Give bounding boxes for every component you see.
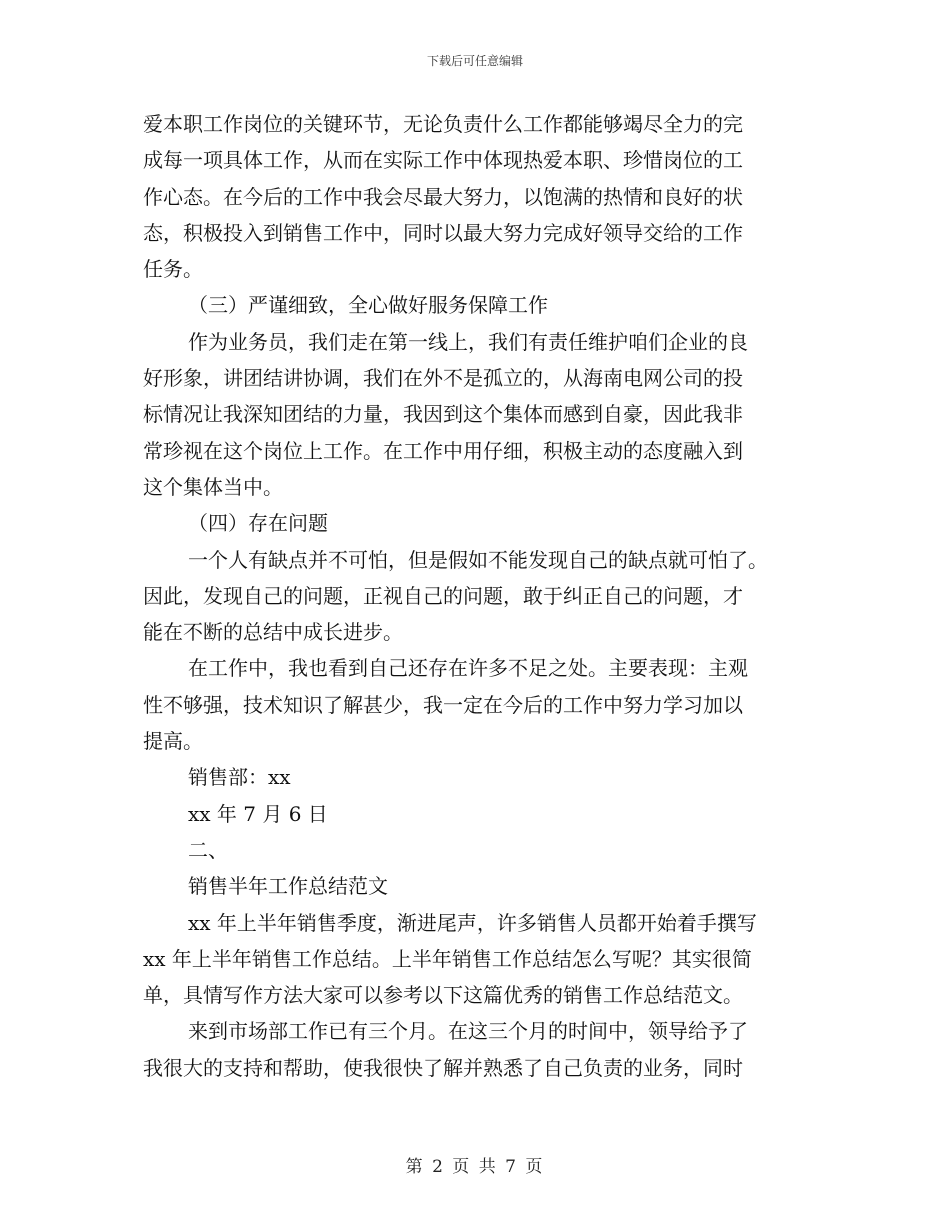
text-line: 好形象，讲团结讲协调，我们在外不是孤立的，从海南电网公司的投 bbox=[143, 366, 743, 391]
text-line: 我很大的支持和帮助，使我很快了解并熟悉了自己负责的业务，同时 bbox=[143, 1055, 743, 1080]
text-line: 二、 bbox=[188, 837, 228, 862]
text-line: 销售部：xx bbox=[188, 765, 291, 790]
text-line: 这个集体当中。 bbox=[143, 474, 283, 499]
text-line: 态，积极投入到销售工作中，同时以最大努力完成好领导交给的工作 bbox=[143, 220, 743, 245]
text-line: 作心态。在今后的工作中我会尽最大努力，以饱满的热情和良好的状 bbox=[143, 184, 743, 209]
text-line: （四）存在问题 bbox=[188, 511, 328, 536]
text-line: 性不够强，技术知识了解甚少，我一定在今后的工作中努力学习加以 bbox=[143, 692, 743, 717]
text-line: （三）严谨细致，全心做好服务保障工作 bbox=[188, 293, 548, 318]
text-line: 来到市场部工作已有三个月。在这三个月的时间中，领导给予了 bbox=[188, 1019, 748, 1044]
text-line: xx 年上半年销售季度，渐进尾声，许多销售人员都开始着手撰写 bbox=[188, 910, 757, 935]
text-line: 因此，发现自己的问题，正视自己的问题，敢于纠正自己的问题，才 bbox=[143, 583, 743, 608]
text-line: xx 年 7 月 6 日 bbox=[188, 801, 328, 826]
text-line: xx 年上半年销售工作总结。上半年销售工作总结怎么写呢？其实很简 bbox=[143, 946, 752, 971]
text-line: 常珍视在这个岗位上工作。在工作中用仔细，积极主动的态度融入到 bbox=[143, 438, 743, 463]
text-line: 提高。 bbox=[143, 729, 203, 754]
page-footer: 第 2 页 共 7 页 bbox=[405, 1157, 545, 1177]
text-line: 在工作中，我也看到自己还存在许多不足之处。主要表现：主观 bbox=[188, 656, 748, 681]
text-line: 单，具情写作方法大家可以参考以下这篇优秀的销售工作总结范文。 bbox=[143, 983, 743, 1008]
text-line: 标情况让我深知团结的力量，我因到这个集体而感到自豪，因此我非 bbox=[143, 402, 743, 427]
text-line: 能在不断的总结中成长进步。 bbox=[143, 620, 403, 645]
text-line: 爱本职工作岗位的关键环节，无论负责什么工作都能够竭尽全力的完 bbox=[143, 112, 743, 136]
document-body bbox=[143, 106, 807, 1086]
text-line: 销售半年工作总结范文 bbox=[188, 874, 388, 899]
text-line: 一个人有缺点并不可怕，但是假如不能发现自己的缺点就可怕了。 bbox=[188, 547, 768, 572]
text-line: 任务。 bbox=[143, 257, 203, 282]
text-line: 作为业务员，我们走在第一线上，我们有责任维护咱们企业的良 bbox=[188, 329, 748, 354]
text-line: 成每一项具体工作，从而在实际工作中体现热爱本职、珍惜岗位的工 bbox=[143, 148, 743, 173]
page-header: 下载后可任意编辑 bbox=[426, 54, 523, 68]
